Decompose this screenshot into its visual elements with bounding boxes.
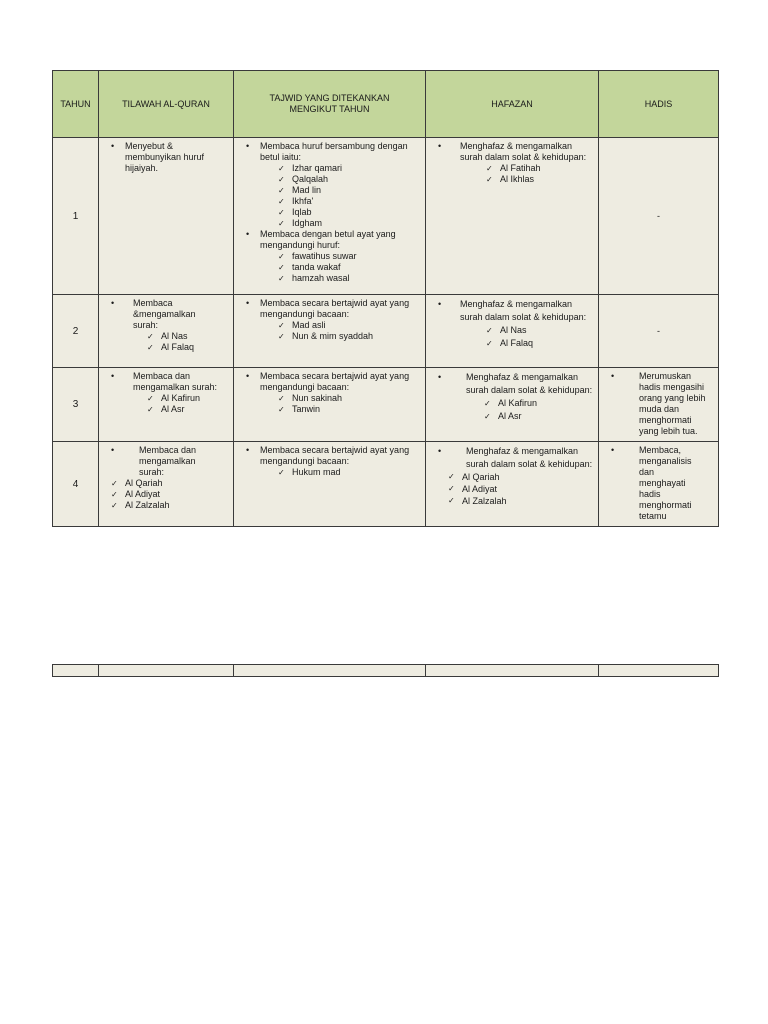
hafazan-cell xyxy=(426,442,599,527)
check-item: ✓ Al Qariah xyxy=(446,471,594,483)
check-item: ✓ fawatihus suwar xyxy=(276,251,421,262)
header-tajwid: TAJWID YANG DITEKANKAN MENGIKUT TAHUN xyxy=(234,71,426,138)
tilawah-cell xyxy=(99,295,234,368)
year-cell: 3 xyxy=(53,368,99,442)
check-item: ✓ Al Kafirun xyxy=(482,397,594,410)
list-item: • Menghafaz & mengamalkan surah dalam solat & kehidupan: xyxy=(430,445,594,471)
check-item: ✓ Al Nas xyxy=(484,324,594,337)
check-item: ✓ Mad asli xyxy=(276,320,421,331)
check-item: ✓ Al Fatihah xyxy=(484,163,594,174)
list-item: • Membaca secara bertajwid ayat yang mengandungi bacaan: ✓ Mad asli ✓ Nun & mim syaddah xyxy=(238,298,421,342)
header-hadis: HADIS xyxy=(599,71,719,138)
empty-cell xyxy=(426,665,599,677)
list-item: • Membaca huruf bersambung dengan betul iaitu: ✓ Izhar qamari ✓ Qalqalah ✓ Mad lin ✓ Ikhfa' ✓ Iqlab ✓ Idgham xyxy=(238,141,421,229)
hadis-cell: - xyxy=(599,138,719,295)
check-item: ✓ Al Ikhlas xyxy=(484,174,594,185)
header-row xyxy=(53,71,719,138)
list-item: • Membaca secara bertajwid ayat yang mengandungi bacaan: ✓ Hukum mad xyxy=(238,445,421,478)
check-item: ✓ Ikhfa' xyxy=(276,196,421,207)
check-item: ✓ Al Nas xyxy=(145,331,199,342)
hafazan-cell xyxy=(426,295,599,368)
empty-table-row xyxy=(52,664,719,677)
table-row-year-4 xyxy=(53,442,719,527)
list-item: • Membaca dengan betul ayat yang mengandungi huruf: ✓ fawatihus suwar ✓ tanda wakaf ✓ hamzah wasal xyxy=(238,229,421,284)
tajwid-cell xyxy=(234,295,426,368)
check-item: ✓ Al Kafirun xyxy=(145,393,229,404)
check-item: ✓ Al Zalzalah xyxy=(446,495,594,507)
check-item: ✓ hamzah wasal xyxy=(276,273,421,284)
check-item: ✓ Nun sakinah xyxy=(276,393,421,404)
check-item: ✓ Idgham xyxy=(276,218,421,229)
list-item: • Merumuskan hadis mengasihi orang yang lebih muda dan menghormati yang lebih tua. xyxy=(603,371,714,437)
table-row-year-3 xyxy=(53,368,719,442)
empty-cell xyxy=(599,665,719,677)
list-item: • Membaca dan mengamalkan surah: xyxy=(103,445,229,478)
list-item: • Menghafaz & mengamalkan surah dalam solat & kehidupan: ✓ Al Fatihah ✓ Al Ikhlas xyxy=(430,141,594,185)
curriculum-table xyxy=(52,70,719,527)
tajwid-cell xyxy=(234,442,426,527)
empty-cell xyxy=(53,665,99,677)
table-row-year-1 xyxy=(53,138,719,295)
check-item: ✓ Qalqalah xyxy=(276,174,421,185)
check-item: ✓ Mad lin xyxy=(276,185,421,196)
hadis-cell xyxy=(599,368,719,442)
check-item: ✓ Al Adiyat xyxy=(446,483,594,495)
tilawah-cell xyxy=(99,368,234,442)
list-item: • Menghafaz & mengamalkan surah dalam solat & kehidupan: ✓ Al Nas ✓ Al Falaq xyxy=(430,298,594,350)
hafazan-cell xyxy=(426,138,599,295)
hadis-cell: - xyxy=(599,295,719,368)
check-item: ✓ Al Asr xyxy=(145,404,229,415)
list-item: • Membaca secara bertajwid ayat yang mengandungi bacaan: ✓ Nun sakinah ✓ Tanwin xyxy=(238,371,421,415)
check-item: ✓ Al Asr xyxy=(482,410,594,423)
check-item: ✓ Al Qariah xyxy=(109,478,229,489)
list-item: • Menyebut & membunyikan huruf hijaiyah. xyxy=(103,141,229,174)
hafazan-cell xyxy=(426,368,599,442)
year-cell: 2 xyxy=(53,295,99,368)
table-row-year-2 xyxy=(53,295,719,368)
tilawah-cell xyxy=(99,442,234,527)
list-item: • Membaca, menganalisis dan menghayati hadis menghormati tetamu xyxy=(603,445,714,522)
list-item: • Menghafaz & mengamalkan surah dalam solat & kehidupan: ✓ Al Kafirun ✓ Al Asr xyxy=(430,371,594,423)
list-item: • Membaca dan mengamalkan surah: ✓ Al Kafirun ✓ Al Asr xyxy=(103,371,229,415)
check-item: ✓ Al Adiyat xyxy=(109,489,229,500)
check-item: ✓ Al Falaq xyxy=(145,342,199,353)
empty-cell xyxy=(99,665,234,677)
table-row xyxy=(53,665,719,677)
tajwid-cell xyxy=(234,138,426,295)
empty-cell xyxy=(234,665,426,677)
tajwid-cell xyxy=(234,368,426,442)
year-cell: 4 xyxy=(53,442,99,527)
header-hafazan: HAFAZAN xyxy=(426,71,599,138)
hadis-cell xyxy=(599,442,719,527)
check-item: ✓ Al Zalzalah xyxy=(109,500,229,511)
check-item: ✓ Nun & mim syaddah xyxy=(276,331,421,342)
check-item: ✓ Hukum mad xyxy=(276,467,421,478)
check-item: ✓ Izhar qamari xyxy=(276,163,421,174)
tilawah-cell xyxy=(99,138,234,295)
header-tilawah: TILAWAH AL-QURAN xyxy=(99,71,234,138)
list-item: • Membaca &mengamalkan surah: ✓ Al Nas ✓ Al Falaq xyxy=(103,298,229,353)
year-cell: 1 xyxy=(53,138,99,295)
check-item: ✓ Iqlab xyxy=(276,207,421,218)
check-item: ✓ Al Falaq xyxy=(484,337,594,350)
check-item: ✓ tanda wakaf xyxy=(276,262,421,273)
check-item: ✓ Tanwin xyxy=(276,404,421,415)
header-tahun: TAHUN xyxy=(53,71,99,138)
